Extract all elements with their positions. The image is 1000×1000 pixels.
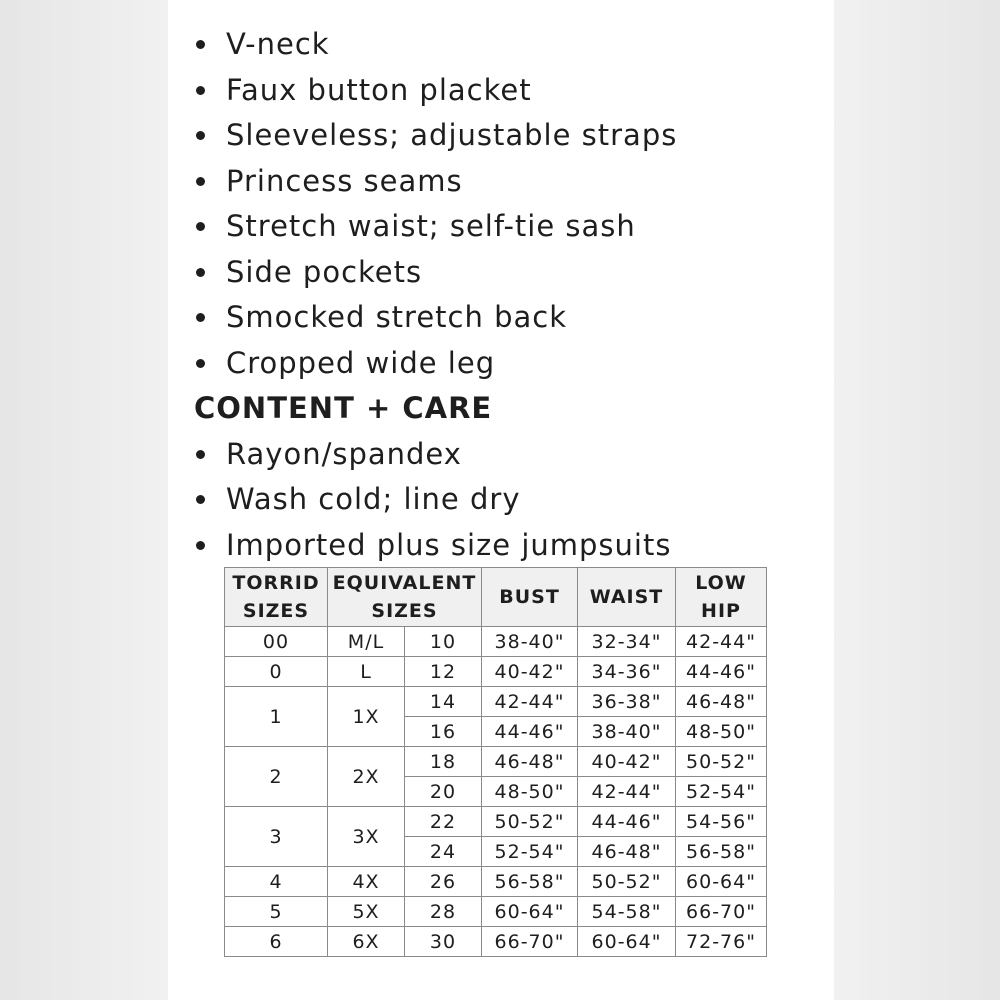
hip-cell: 60-64" bbox=[676, 867, 767, 897]
hip-cell: 44-46" bbox=[676, 657, 767, 687]
numeric-size-cell: 26 bbox=[405, 867, 482, 897]
bust-cell: 46-48" bbox=[482, 747, 578, 777]
hip-cell: 52-54" bbox=[676, 777, 767, 807]
numeric-size-cell: 16 bbox=[405, 717, 482, 747]
table-row bbox=[225, 627, 767, 657]
alpha-size-cell: 1X bbox=[328, 687, 405, 747]
numeric-size-cell: 10 bbox=[405, 627, 482, 657]
bust-cell: 56-58" bbox=[482, 867, 578, 897]
waist-cell: 36-38" bbox=[578, 687, 676, 717]
right-margin bbox=[834, 0, 1000, 1000]
torrid-size-cell: 1 bbox=[225, 687, 328, 747]
hip-cell: 72-76" bbox=[676, 927, 767, 957]
alpha-size-cell: 5X bbox=[328, 897, 405, 927]
size-chart-table bbox=[224, 567, 767, 957]
bust-cell: 60-64" bbox=[482, 897, 578, 927]
waist-cell: 44-46" bbox=[578, 807, 676, 837]
numeric-size-cell: 14 bbox=[405, 687, 482, 717]
table-header-row bbox=[225, 568, 767, 627]
left-margin bbox=[0, 0, 168, 1000]
hip-cell: 56-58" bbox=[676, 837, 767, 867]
bust-cell: 66-70" bbox=[482, 927, 578, 957]
table-row bbox=[225, 687, 767, 717]
bullet-icon bbox=[196, 222, 205, 231]
table-row bbox=[225, 897, 767, 927]
alpha-size-cell: L bbox=[328, 657, 405, 687]
header-waist: WAIST bbox=[578, 568, 676, 627]
bust-cell: 38-40" bbox=[482, 627, 578, 657]
torrid-size-cell: 4 bbox=[225, 867, 328, 897]
torrid-size-cell: 6 bbox=[225, 927, 328, 957]
hip-cell: 46-48" bbox=[676, 687, 767, 717]
waist-cell: 60-64" bbox=[578, 927, 676, 957]
waist-cell: 50-52" bbox=[578, 867, 676, 897]
torrid-size-cell: 5 bbox=[225, 897, 328, 927]
waist-cell: 46-48" bbox=[578, 837, 676, 867]
hip-cell: 66-70" bbox=[676, 897, 767, 927]
waist-cell: 34-36" bbox=[578, 657, 676, 687]
alpha-size-cell: 3X bbox=[328, 807, 405, 867]
header-torrid-sizes: TORRID SIZES bbox=[225, 568, 328, 627]
torrid-size-cell: 0 bbox=[225, 657, 328, 687]
table-row bbox=[225, 927, 767, 957]
waist-cell: 42-44" bbox=[578, 777, 676, 807]
numeric-size-cell: 22 bbox=[405, 807, 482, 837]
bullet-icon bbox=[196, 86, 205, 95]
waist-cell: 40-42" bbox=[578, 747, 676, 777]
bust-cell: 40-42" bbox=[482, 657, 578, 687]
table-row bbox=[225, 867, 767, 897]
table-row bbox=[225, 657, 767, 687]
waist-cell: 38-40" bbox=[578, 717, 676, 747]
hip-cell: 48-50" bbox=[676, 717, 767, 747]
bust-cell: 48-50" bbox=[482, 777, 578, 807]
bullet-icon bbox=[196, 40, 205, 49]
hip-cell: 54-56" bbox=[676, 807, 767, 837]
bullet-icon bbox=[196, 495, 205, 504]
bullet-icon bbox=[196, 177, 205, 186]
bust-cell: 42-44" bbox=[482, 687, 578, 717]
header-equivalent-sizes: EQUIVALENT SIZES bbox=[328, 568, 482, 627]
hip-cell: 50-52" bbox=[676, 747, 767, 777]
header-bust: BUST bbox=[482, 568, 578, 627]
torrid-size-cell: 00 bbox=[225, 627, 328, 657]
alpha-size-cell: M/L bbox=[328, 627, 405, 657]
bullet-icon bbox=[196, 131, 205, 140]
numeric-size-cell: 30 bbox=[405, 927, 482, 957]
numeric-size-cell: 12 bbox=[405, 657, 482, 687]
bullet-icon bbox=[196, 313, 205, 322]
torrid-size-cell: 3 bbox=[225, 807, 328, 867]
bust-cell: 52-54" bbox=[482, 837, 578, 867]
numeric-size-cell: 24 bbox=[405, 837, 482, 867]
content-care-heading: CONTENT + CARE bbox=[194, 391, 493, 425]
bullet-icon bbox=[196, 541, 205, 550]
bullet-icon bbox=[196, 268, 205, 277]
bust-cell: 44-46" bbox=[482, 717, 578, 747]
alpha-size-cell: 6X bbox=[328, 927, 405, 957]
table-row bbox=[225, 747, 767, 777]
bust-cell: 50-52" bbox=[482, 807, 578, 837]
header-low-hip: LOW HIP bbox=[676, 568, 767, 627]
waist-cell: 54-58" bbox=[578, 897, 676, 927]
waist-cell: 32-34" bbox=[578, 627, 676, 657]
bullet-icon bbox=[196, 359, 205, 368]
alpha-size-cell: 2X bbox=[328, 747, 405, 807]
numeric-size-cell: 20 bbox=[405, 777, 482, 807]
numeric-size-cell: 28 bbox=[405, 897, 482, 927]
torrid-size-cell: 2 bbox=[225, 747, 328, 807]
product-details-panel: V-neck Faux button placket Sleeveless; adjustable straps Princess seams Stretch waist; self-tie sash Side pockets Smocked stretch back Cropped wide leg CONTENT + CARE Rayon/spandex Wash cold; line dry Imported plus size jumpsuits TORRID SIZES EQUIVALENT SIZES BUST WAIST LOW HIP 00 M/L 10 38-40" 32-34" 42-44" 0 L 12 40-42" 34-36" 44-46" 1 1X 14 42-44" 36-38" 46-48" 16 44-46" 38-40" 48-50" 2 2X 18 46-48" 40-42" 50-52" 20 48-50" 42-44" 52-54" 3 3X 22 50-52" 44-46" 54-56" 24 52-54" 46-48" 56-58" 4 4X 26 56-58" 50-52" 60-64" 5 5X 28 60-64" 54-58" 66-70" 6 6X 30 66-70" 60-64" 72-76" bbox=[168, 0, 834, 1000]
hip-cell: 42-44" bbox=[676, 627, 767, 657]
table-row bbox=[225, 807, 767, 837]
bullet-icon bbox=[196, 450, 205, 459]
numeric-size-cell: 18 bbox=[405, 747, 482, 777]
alpha-size-cell: 4X bbox=[328, 867, 405, 897]
